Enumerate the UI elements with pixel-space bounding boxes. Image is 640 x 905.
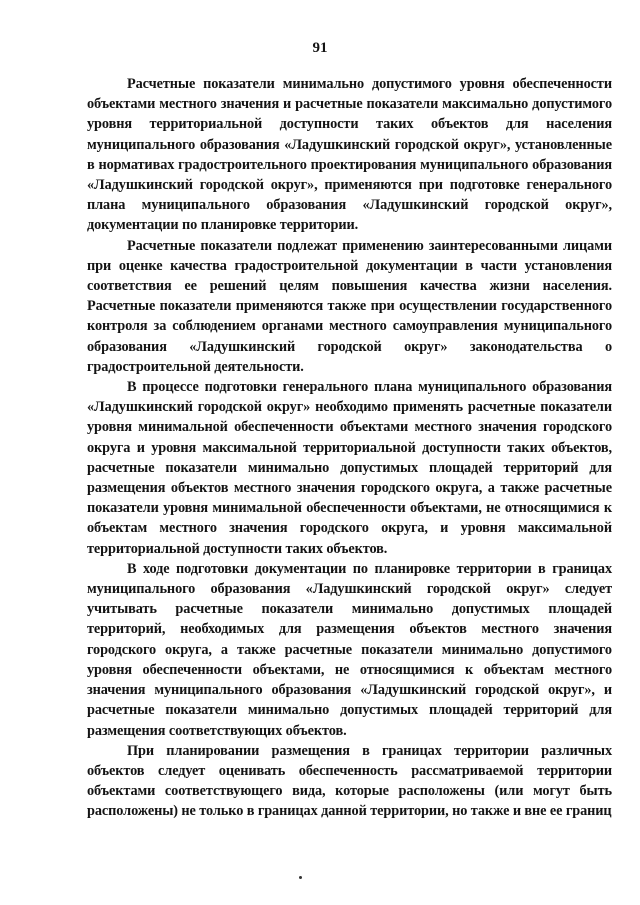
body-text	[87, 74, 612, 822]
paragraph: Расчетные показатели подлежат применению заинтересованными лицами при оценке качества градостроительной документации в части установления соответствия ее решений целям повышения качества жизни населения. Расчетные показатели применяются также при осуществлении государственного контроля за соблюдением органами местного самоуправления муниципального образования «Ладушкинский городской округ» законодательства о градостроительной деятельности.	[87, 237, 612, 375]
paragraph: В ходе подготовки документации по планировке территории в границах муниципального образования «Ладушкинский городской округ» следует учитывать расчетные показатели минимально допустимых площадей территорий, необходимых для размещения объектов местного значения городского округа, а также расчетные показатели минимально допустимого уровня обеспеченности объектами, не относящимися к объектам местного значения муниципального образования «Ладушкинский городской округ», и расчетные показатели минимально допустимых площадей территорий для размещения соответствующих объектов.	[87, 560, 612, 739]
page-number: 91	[312, 40, 328, 56]
paragraph: В процессе подготовки генерального плана муниципального образования «Ладушкинский городской округ» необходимо применять расчетные показатели уровня минимальной обеспеченности объектами местного значения городского округа и уровня максимальной территориальной доступности таких объектов, расчетные показатели минимально допустимых площадей территорий для размещения объектов местного значения городского округа, а также расчетные показатели уровня минимальной обеспеченности объектами, не относящимися к объектам местного значения городского округа, и уровня максимальной территориальной доступности таких объектов.	[87, 379, 612, 557]
paragraph: Расчетные показатели минимально допустимого уровня обеспеченности объектами местного значения и расчетные показатели максимально допустимого уровня территориальной доступности таких объектов для населения муниципального образования «Ладушкинский городской округ», установленные в нормативах градостроительного проектирования муниципального образования «Ладушкинский городской округ», применяются при подготовке генерального плана муниципального образования «Ладушкинский городской округ», документации по планировке территории.	[87, 76, 612, 234]
scan-speck	[299, 876, 302, 879]
paragraph: При планировании размещения в границах территории различных объектов следует оценивать обеспеченность рассматриваемой территории объектами соответствующего вида, которые расположены (или могут быть расположены) не только в границах данной территории, но также и вне ее границ	[87, 742, 612, 820]
